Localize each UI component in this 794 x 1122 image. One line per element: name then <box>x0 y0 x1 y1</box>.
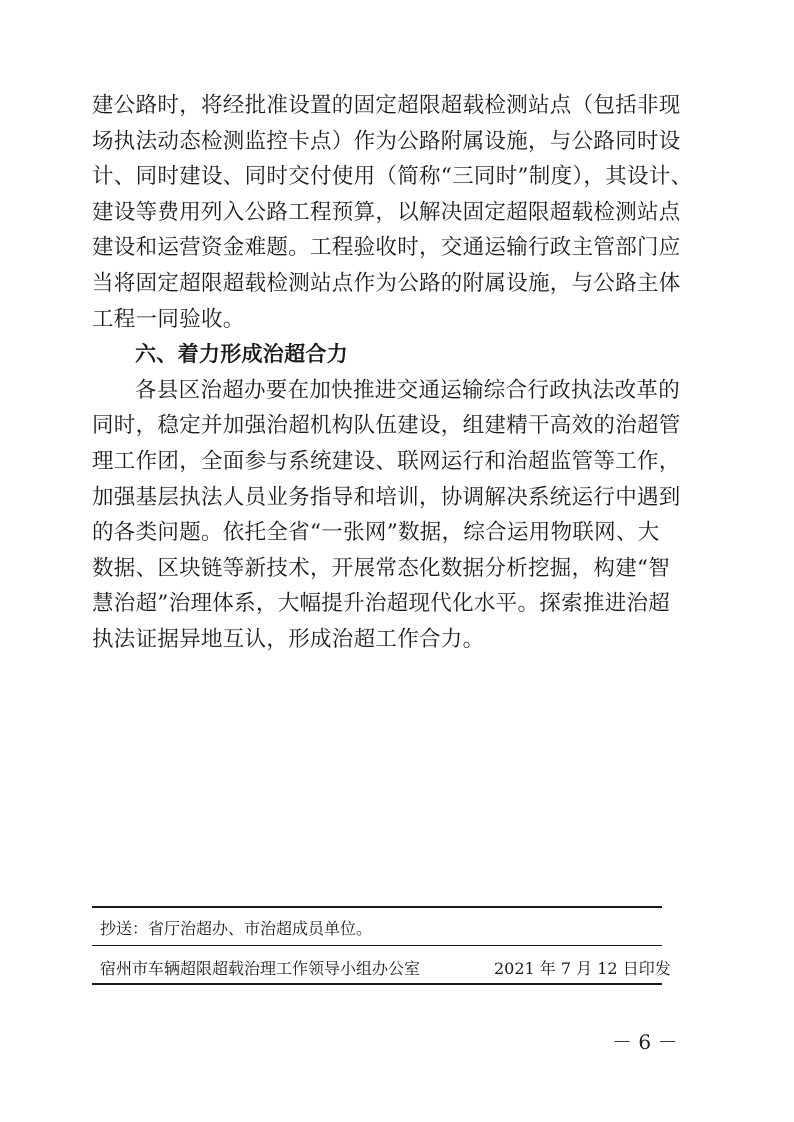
paragraph-line: 理工作团，全面参与系统建设、联网运行和治超监管等工作， <box>92 448 681 474</box>
paragraph-line: 的各类问题。依托全省“一张网”数据，综合运用物联网、大 <box>92 520 660 546</box>
text-line: 建设等费用列入公路工程预算，以解决固定超限超载检测站点 <box>92 199 681 225</box>
paragraph-line: 执法证据异地互认，形成治超工作合力。 <box>92 626 485 652</box>
text-line: 建公路时，将经批准设置的固定超限超载检测站点（包括非现 <box>92 93 681 118</box>
cc-line: 抄送：省厅治超办、市治超成员单位。 <box>100 919 373 938</box>
text-line: 当将固定超限超载检测站点作为公路的附属设施，与公路主体 <box>92 270 681 296</box>
text-line: 工程一同验收。 <box>92 306 245 332</box>
text-line: 计、同时建设、同时交付使用（简称“三同时”制度），其设计、 <box>92 164 693 190</box>
text-line: 建设和运营资金难题。工程验收时，交通运输行政主管部门应 <box>92 235 681 261</box>
paragraph-line: 各县区治超办要在加快推进交通运输综合行政执法改革的 <box>135 377 681 403</box>
issuer: 宿州市车辆超限超载治理工作领导小组办公室 <box>100 959 421 978</box>
page-number: － 6 － <box>612 1030 678 1054</box>
section-heading: 六、着力形成治超合力 <box>135 342 348 367</box>
body-text <box>92 88 692 658</box>
footer-bottom-rule <box>92 983 662 985</box>
issue-date: 2021 年 7 月 12 日印发 <box>494 959 671 978</box>
paragraph-line: 加强基层执法人员业务指导和培训，协调解决系统运行中遇到 <box>92 484 681 510</box>
paragraph-line: 数据、区块链等新技术，开展常态化数据分析挖掘，构建“智 <box>92 555 671 581</box>
paragraph-line: 慧治超”治理体系，大幅提升治超现代化水平。探索推进治超 <box>92 591 671 617</box>
footer-top-rule <box>92 906 662 908</box>
text-line: 场执法动态检测监控卡点）作为公路附属设施，与公路同时设 <box>92 128 681 154</box>
paragraph-line: 同时，稳定并加强治超机构队伍建设，组建精干高效的治超管 <box>92 413 681 439</box>
footer-middle-rule <box>92 945 662 946</box>
